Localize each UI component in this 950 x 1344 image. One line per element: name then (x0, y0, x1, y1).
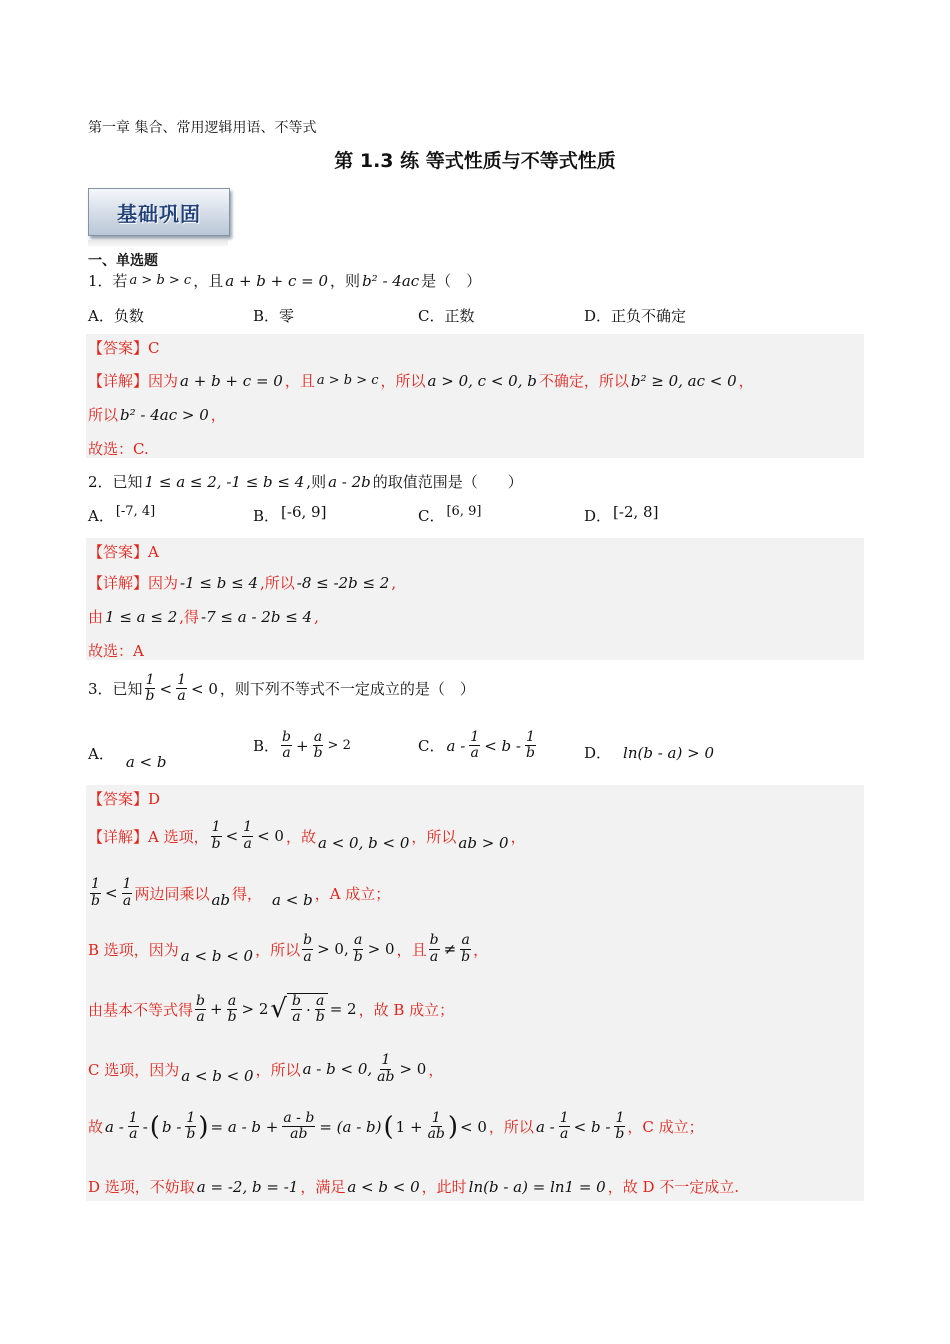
q3-detail-line4: 由基本不等式得 $\frac{b}{a}$ + $\frac{a}{b}$ > 2 √ $\frac{b}{a}$ · $\frac{a}{b}$ = 2 ，故 B 成立； (88, 992, 455, 1026)
q2-detail-line1: 【详解】因为 -1 ≤ b ≤ 4 ,所以 -8 ≤ -2b ≤ 2 , (88, 573, 397, 592)
q1-option-c: C． 正数 (418, 307, 475, 325)
section-banner (88, 188, 230, 236)
q3-answer: 【答案】D (88, 790, 161, 808)
q3-detail-line7: D 选项，不妨取 a = -2, b = -1 ，满足 a < b < 0 ，此时 ln(b - a) = ln1 = 0 ，故 D 不一定成立. (88, 1177, 740, 1196)
q3-option-d: D． ln(b - a) > 0 (584, 743, 714, 762)
q3-option-b: B． $\frac{b}{a}$ + $\frac{a}{b}$ > 2 (253, 729, 351, 762)
q1-answer: 【答案】C (88, 339, 160, 357)
q3-stem: 3．已知 $\frac{1}{b}$ < $\frac{1}{a}$ < 0 ，则下列不等式不一定成立的是（ ） (88, 672, 475, 705)
chapter-heading: 第一章 集合、常用逻辑用语、不等式 (88, 120, 317, 136)
banner-divider (88, 240, 228, 246)
q2-option-b: B． [-6, 9] (253, 502, 327, 525)
q2-stem: 2．已知 1 ≤ a ≤ 2, -1 ≤ b ≤ 4 ,则 a - 2b 的取值范围是（ ） (88, 472, 523, 491)
q3-detail-line3: B 选项，因为 a < b < 0 ，所以 $\frac{b}{a}$ > 0, $\frac{a}{b}$ > 0 ，且 $\frac{b}{a}$ ≠ $\frac{a}{b}$ ， (88, 932, 489, 965)
q2-option-c: C． [6, 9] (418, 504, 482, 525)
q1-detail-line2: 所以 b² - 4ac > 0 ， (88, 405, 226, 424)
q1-option-a: A． 负数 (88, 307, 144, 325)
q1-answer-box (86, 334, 864, 458)
q1-detail-line1: 【详解】因为 a + b + c = 0 ，且 a > b > c ，所以 a > 0, c < 0, b 不确定，所以 b² ≥ 0, ac < 0 ， (88, 371, 754, 390)
q3-detail-line5: C 选项，因为 a < b < 0 ，所以 a - b < 0, $\frac{1}{ab}$ > 0 ， (88, 1052, 444, 1085)
q2-answer: 【答案】A (88, 543, 159, 561)
q3-option-a: A． a < b (88, 744, 167, 771)
q1-stem: 1．若 a > b > c ，且 a + b + c = 0 ，则 b² - 4ac 是（ ） (88, 271, 482, 290)
q3-detail-line2: $\frac{1}{b}$ < $\frac{1}{a}$ 两边同乘以 ab 得， a < b ，A 成立； (91, 876, 391, 909)
section-heading: 一、单选题 (88, 253, 158, 269)
page-title: 第 1.3 练 等式性质与不等式性质 (334, 150, 616, 172)
q2-option-a: A． [-7, 4] (88, 504, 156, 525)
q3-option-c: C． a - $\frac{1}{a}$ < b - $\frac{1}{b}$ (418, 729, 535, 762)
q1-option-b: B． 零 (253, 307, 295, 325)
q2-answer-box (86, 538, 864, 660)
q2-detail-line3: 故选：A (88, 642, 144, 660)
q1-option-d: D． 正负不确定 (584, 307, 687, 325)
banner-label: 基础巩固 (117, 201, 201, 226)
q2-option-d: D． [-2, 8] (584, 502, 659, 525)
q2-detail-line2: 由 1 ≤ a ≤ 2 ,得 -7 ≤ a - 2b ≤ 4 , (88, 607, 319, 626)
q3-detail-line6: 故 a - $\frac{1}{a}$ - ( b - $\frac{1}{b}$ ) = a - b + $\frac{a - b}{ab}$ = (a - b) ( 1 + $\frac{1}{ab}$ ) < 0 ，所以 a - $\frac{1}{a}$ < b - $\frac{1}{b}$ ，C 成立； (88, 1110, 704, 1143)
q3-detail-line1: 【详解】A 选项， $\frac{1}{b}$ < $\frac{1}{a}$ < 0 ，故 a < 0, b < 0 ，所以 ab > 0 ， (88, 819, 526, 852)
q1-detail-line3: 故选：C. (88, 440, 149, 458)
